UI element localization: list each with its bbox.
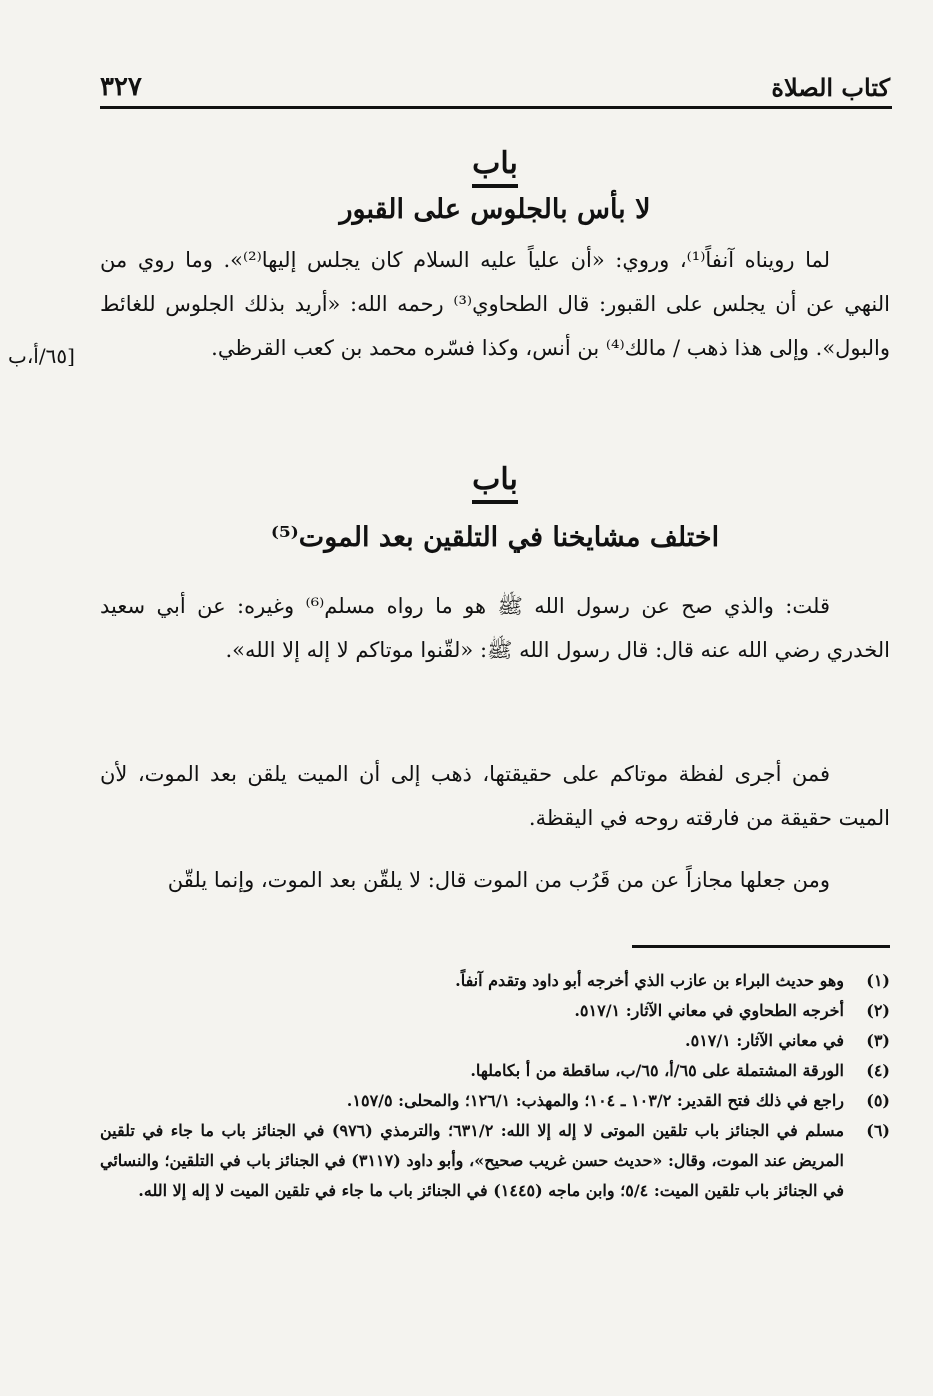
margin-folio-note: [٦٥/أ،ب [8, 344, 75, 368]
footnote-number: (٣) [866, 1031, 890, 1050]
footnote-text: في معاني الآثار: ٥١٧/١. [685, 1031, 844, 1050]
footnote-text: وهو حديث البراء بن عازب الذي أخرجه أبو داود وتقدم آنفاً. [455, 971, 844, 990]
section2-paragraph-1-text: قلت: والذي صح عن رسول الله ﷺ هو ما رواه مسلم⁽⁶⁾ وغيره: عن أبي سعيد الخدري رضي الله عنه قال: قال رسول الله ﷺ: «لقّنوا موتاكم لا إله إلا الله». [100, 594, 890, 662]
footnote-item [100, 1116, 890, 1206]
page-number: ٣٢٧ [100, 72, 142, 102]
section2-bab-text: باب [472, 462, 518, 504]
footnote-text: أخرجه الطحاوي في معاني الآثار: ٥١٧/١. [574, 1001, 844, 1020]
header-rule [100, 106, 892, 109]
footnotes-list [100, 966, 890, 1206]
footnote-item [100, 966, 890, 996]
header-title: كتاب الصلاة [771, 73, 890, 102]
footnote-item [100, 996, 890, 1026]
footnote-text: راجع في ذلك فتح القدير: ١٠٣/٢ ـ ١٠٤؛ والمهذب: ١٢٦/١؛ والمحلى: ١٥٧/٥. [346, 1091, 844, 1110]
section2-title: اختلف مشايخنا في التلقين بعد الموت⁽⁵⁾ [270, 522, 720, 553]
running-header [100, 62, 890, 102]
footnote-number: (٦) [866, 1121, 890, 1140]
footnote-number: (٥) [866, 1091, 890, 1110]
footnote-number: (٤) [866, 1061, 890, 1080]
section2-bab-label [100, 462, 890, 504]
footnote-rule [632, 945, 890, 948]
footnote-text: الورقة المشتملة على ٦٥/أ، ٦٥/ب، ساقطة من أ بكاملها. [470, 1061, 844, 1080]
section2-paragraph-3 [100, 858, 890, 902]
section1-bab-text: باب [472, 146, 518, 188]
section2-paragraph-3-text: ومن جعلها مجازاً عن من قَرُب من الموت قال: لا يلقّن بعد الموت، وإنما يلقّن [167, 868, 830, 892]
section1-paragraph [100, 238, 890, 370]
section2-paragraph-2 [100, 752, 890, 840]
section1-bab-label [100, 146, 890, 188]
section1-title: لا بأس بالجلوس على القبور [339, 194, 651, 225]
footnote-item [100, 1086, 890, 1116]
footnote-number: (٢) [866, 1001, 890, 1020]
footnote-item [100, 1026, 890, 1056]
section1-paragraph-text: لما رويناه آنفاً⁽¹⁾، وروي: «أن علياً عليه السلام كان يجلس إليها⁽²⁾». وما روي من النهي عن أن يجلس على القبور: قال الطحاوي⁽³⁾ رحمه الله: «أريد بذلك الجلوس للغائط والبول». وإلى هذا ذهب / مالك⁽⁴⁾ بن أنس، وكذا فسّره محمد بن كعب القرظي. [100, 248, 891, 360]
section2-paragraph-2-text: فمن أجرى لفظة موتاكم على حقيقتها، ذهب إلى أن الميت يلقن بعد الموت، لأن الميت حقيقة من فارقته روحه في اليقظة. [100, 762, 890, 830]
footnote-item [100, 1056, 890, 1086]
section2-paragraph-1 [100, 584, 890, 672]
footnote-text: مسلم في الجنائز باب تلقين الموتى لا إله إلا الله: ٦٣١/٢؛ والترمذي (٩٧٦) في الجنائز باب ما جاء في تلقين المريض عند الموت، وقال: «حديث حسن غريب صحيح»، وأبو داود (٣١١٧) في الجنائز باب في التلقين؛ والنسائي في الجنائز باب تلقين الميت: ٥/٤؛ وابن ماجه (١٤٤٥) في الجنائز باب ما جاء في تلقين الميت لا إله إلا الله. [100, 1121, 845, 1200]
footnote-number: (١) [866, 971, 890, 990]
